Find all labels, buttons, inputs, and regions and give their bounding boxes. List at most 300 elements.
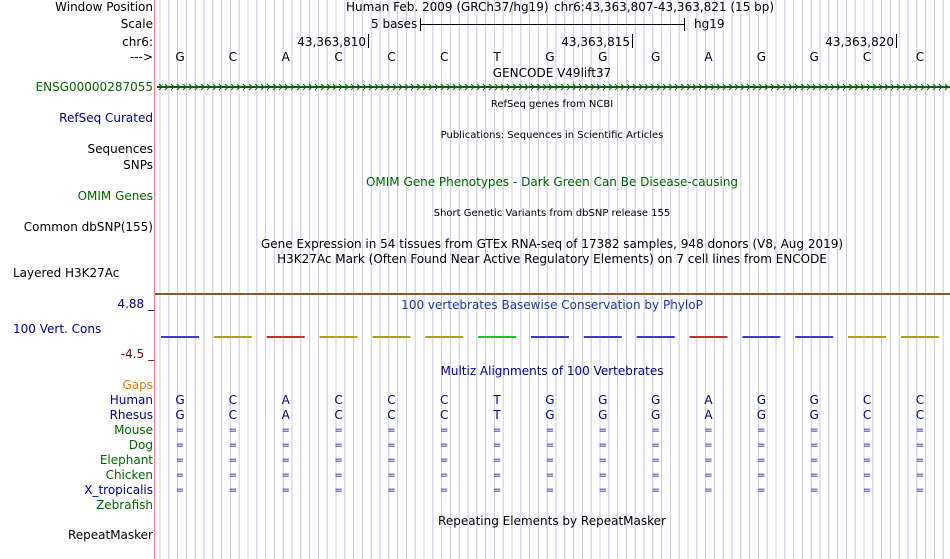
strand-arrow	[771, 84, 774, 90]
strand-arrow	[549, 84, 552, 90]
alignment-match-symbol: =	[809, 485, 819, 496]
alignment-match-symbol: =	[704, 440, 713, 451]
repeatmasker-track-title[interactable]: Repeating Elements by RepeatMasker	[438, 514, 666, 528]
strand-arrow	[921, 84, 924, 90]
repeatmasker-label[interactable]: RepeatMasker	[67, 528, 153, 542]
alignment-match-symbol: =	[492, 440, 502, 451]
phylop-bar	[214, 336, 252, 338]
phylop-bar	[372, 336, 410, 338]
base-letter: C	[440, 50, 449, 64]
alignment-base: C	[440, 393, 449, 407]
strand-arrow	[189, 84, 192, 90]
alignment-match-symbol: =	[387, 425, 396, 436]
alignment-match-symbol: =	[334, 470, 343, 481]
strand-arrow	[159, 84, 162, 90]
phylop-bar	[742, 336, 780, 338]
scale-bar	[420, 24, 684, 25]
alignment-match-symbol: =	[175, 485, 185, 496]
strand-arrow	[651, 84, 654, 90]
refseq-curated-label[interactable]: RefSeq Curated	[59, 111, 153, 125]
strand-arrow	[381, 84, 384, 90]
strand-arrow	[171, 84, 174, 90]
alignment-match-symbol: =	[651, 470, 660, 481]
base-letter: C	[862, 50, 872, 64]
scale-db: hg19	[694, 17, 725, 31]
alignment-base: G	[175, 393, 185, 407]
strand-arrow	[555, 84, 558, 90]
vert-cons-label[interactable]: 100 Vert. Cons	[13, 322, 102, 336]
strand-arrow	[507, 84, 510, 90]
strand-arrow	[627, 84, 630, 90]
base-letter: G	[650, 50, 661, 64]
strand-arrow	[885, 84, 888, 90]
alignment-base: C	[915, 408, 925, 422]
alignment-match-symbol: =	[387, 485, 396, 496]
strand-arrow	[231, 84, 234, 90]
alignment-base: A	[281, 393, 290, 407]
alignment-match-symbol: =	[545, 485, 555, 496]
strand-arrow	[303, 84, 306, 90]
strand-arrow	[375, 84, 378, 90]
strand-arrow	[477, 84, 480, 90]
alignment-match-symbol: =	[545, 425, 555, 436]
phylop-bar	[690, 336, 728, 338]
alignment-match-symbol: =	[915, 425, 925, 436]
phylop-min-value: -4.5 _	[120, 347, 154, 361]
alignment-match-symbol: =	[651, 485, 660, 496]
strand-arrow	[435, 84, 438, 90]
species-label-mouse[interactable]: Mouse	[114, 423, 153, 437]
strand-arrow	[525, 84, 528, 90]
window-position-label: Window Position	[55, 0, 153, 14]
alignment-match-symbol: =	[387, 455, 396, 466]
strand-arrow	[873, 84, 876, 90]
strand-arrow	[207, 84, 210, 90]
scale-bar-left-tick	[420, 18, 421, 31]
strand-arrow	[537, 84, 540, 90]
alignment-match-symbol: =	[228, 485, 238, 496]
strand-arrow	[705, 84, 708, 90]
dbsnp-track-title[interactable]: Short Genetic Variants from dbSNP release 155	[433, 208, 671, 219]
phylop-max-value: 4.88 _	[117, 297, 154, 311]
species-label-elephant[interactable]: Elephant	[99, 453, 153, 467]
common-dbsnp-label[interactable]: Common dbSNP(155)	[23, 220, 153, 234]
alignment-match-symbol: =	[704, 485, 713, 496]
alignment-match-symbol: =	[809, 455, 819, 466]
strand-arrow	[735, 84, 738, 90]
strand-arrow	[543, 84, 546, 90]
strand-arrow	[717, 84, 720, 90]
strand-arrow	[495, 84, 498, 90]
strand-arrow	[273, 84, 276, 90]
strand-arrow	[645, 84, 648, 90]
strand-arrow	[879, 84, 882, 90]
base-letter: C	[387, 50, 396, 64]
species-label-zebrafish[interactable]: Zebrafish	[96, 498, 153, 512]
alignment-base: T	[493, 408, 501, 422]
strand-arrow	[267, 84, 270, 90]
strand-arrow	[633, 84, 636, 90]
base-letter: T	[493, 50, 501, 64]
alignment-match-symbol: =	[809, 470, 819, 481]
gencode-item-label[interactable]: ENSG00000287055	[35, 80, 153, 94]
alignment-base: G	[650, 393, 661, 407]
position-text: chr6:43,363,807-43,363,821 (15 bp)	[554, 0, 775, 14]
alignment-match-symbol: =	[862, 470, 872, 481]
strand-arrow	[405, 84, 408, 90]
strand-arrow	[177, 84, 180, 90]
species-label-x-tropicalis[interactable]: X_tropicalis	[84, 483, 153, 497]
alignment-base: T	[493, 393, 501, 407]
alignment-match-symbol: =	[281, 470, 290, 481]
layered-h3k27ac-label[interactable]: Layered H3K27Ac	[13, 266, 120, 280]
alignment-match-symbol: =	[545, 440, 555, 451]
base-letter: C	[334, 50, 343, 64]
alignment-match-symbol: =	[175, 470, 185, 481]
strand-arrow	[363, 84, 366, 90]
strand-arrow	[687, 84, 690, 90]
strand-arrow	[213, 84, 216, 90]
strand-arrow	[249, 84, 252, 90]
alignment-match-symbol: =	[228, 455, 238, 466]
species-label-rhesus[interactable]: Rhesus	[109, 408, 153, 422]
strand-arrow	[309, 84, 312, 90]
strand-arrow	[927, 84, 930, 90]
omim-genes-label[interactable]: OMIM Genes	[77, 189, 153, 203]
h3k27ac-track-title[interactable]: H3K27Ac Mark (Often Found Near Active Regulatory Elements) on 7 cell lines from ENCODE	[277, 252, 827, 266]
alignment-match-symbol: =	[862, 425, 872, 436]
strand-arrow	[327, 84, 330, 90]
strand-arrow	[795, 84, 798, 90]
alignment-match-symbol: =	[492, 425, 502, 436]
alignment-match-symbol: =	[334, 440, 343, 451]
strand-arrow	[831, 84, 834, 90]
strand-arrow	[711, 84, 714, 90]
chrom-label: chr6:	[122, 35, 153, 49]
sequences-label[interactable]: Sequences	[87, 142, 153, 156]
strand-arrow	[399, 84, 402, 90]
strand-arrow	[897, 84, 900, 90]
strand-arrow	[657, 84, 660, 90]
alignment-base: G	[545, 408, 555, 422]
strand-arrow	[459, 84, 462, 90]
strand-arrow	[423, 84, 426, 90]
alignment-base: C	[334, 393, 343, 407]
strand-arrow	[903, 84, 906, 90]
alignment-match-symbol: =	[545, 455, 555, 466]
alignment-match-symbol: =	[440, 455, 449, 466]
phylop-signal[interactable]	[0, 332, 950, 344]
alignment-match-symbol: =	[387, 470, 396, 481]
alignment-match-symbol: =	[915, 485, 925, 496]
alignment-match-symbol: =	[704, 425, 713, 436]
track-separator	[155, 293, 950, 295]
alignment-match-symbol: =	[757, 440, 766, 451]
strand-arrow	[591, 84, 594, 90]
phylop-bar	[478, 336, 516, 338]
strand-arrow	[357, 84, 360, 90]
strand-arrow	[585, 84, 588, 90]
alignment-base: G	[756, 393, 766, 407]
alignment-match-symbol: =	[334, 425, 343, 436]
strand-arrow	[573, 84, 576, 90]
strand-arrow	[471, 84, 474, 90]
strand-arrow	[801, 84, 804, 90]
base-letter: C	[915, 50, 925, 64]
strand-arrow	[693, 84, 696, 90]
strand-arrow	[615, 84, 618, 90]
strand-arrow	[279, 84, 282, 90]
alignment-match-symbol: =	[281, 485, 290, 496]
assembly-title: Human Feb. 2009 (GRCh37/hg19)	[346, 0, 549, 14]
strand-arrow	[813, 84, 816, 90]
strand-arrow	[195, 84, 198, 90]
strand-arrow	[699, 84, 702, 90]
strand-arrow	[225, 84, 228, 90]
refseq-track-title[interactable]: RefSeq genes from NCBI	[490, 99, 614, 110]
alignment-match-symbol: =	[281, 425, 290, 436]
strand-arrow	[783, 84, 786, 90]
publications-track-title[interactable]: Publications: Sequences in Scientific Articles	[440, 130, 664, 141]
strand-arrow	[285, 84, 288, 90]
species-label-dog[interactable]: Dog	[128, 438, 153, 452]
scale-bar-right-tick	[684, 18, 685, 31]
base-letter: G	[756, 50, 766, 64]
strand-arrow	[741, 84, 744, 90]
gencode-strand-arrows	[0, 82, 950, 92]
alignment-match-symbol: =	[175, 425, 185, 436]
strand-arrow	[939, 84, 942, 90]
alignment-match-symbol: =	[757, 455, 766, 466]
alignment-match-symbol: =	[757, 425, 766, 436]
alignment-match-symbol: =	[387, 440, 396, 451]
strand-arrow	[621, 84, 624, 90]
ruler-tick-mark	[368, 34, 369, 48]
alignment-base: A	[704, 408, 713, 422]
scale-text: 5 bases	[371, 17, 418, 31]
alignment-match-symbol: =	[175, 440, 185, 451]
alignment-match-symbol: =	[492, 485, 502, 496]
gaps-label: Gaps	[122, 378, 153, 392]
base-letter: A	[704, 50, 713, 64]
alignment-base: G	[598, 408, 608, 422]
base-letter: G	[545, 50, 555, 64]
strand-arrow	[351, 84, 354, 90]
strand-arrow	[345, 84, 348, 90]
strand-arrow	[501, 84, 504, 90]
strand-arrow	[819, 84, 822, 90]
strand-arrow	[447, 84, 450, 90]
alignment-match-symbol: =	[281, 440, 290, 451]
strand-arrow	[855, 84, 858, 90]
strand-arrow	[729, 84, 732, 90]
ruler-tick-label: 43,363,815	[561, 35, 630, 49]
alignment-base: C	[915, 393, 925, 407]
scale-label: Scale	[120, 17, 153, 31]
phylop-bar	[161, 336, 199, 338]
alignment-match-symbol: =	[704, 455, 713, 466]
strand-arrow	[243, 84, 246, 90]
strand-arrow	[579, 84, 582, 90]
strand-arrow	[777, 84, 780, 90]
alignment-base: G	[650, 408, 661, 422]
strand-arrow	[603, 84, 606, 90]
alignment-match-symbol: =	[175, 455, 185, 466]
strand-arrow	[453, 84, 456, 90]
ruler-tick-mark	[896, 34, 897, 48]
alignment-match-symbol: =	[862, 440, 872, 451]
base-letter: G	[175, 50, 185, 64]
phylop-bar	[425, 336, 463, 338]
strand-arrow	[183, 84, 186, 90]
alignment-base: G	[756, 408, 766, 422]
alignment-base: G	[809, 408, 819, 422]
strand-arrow	[663, 84, 666, 90]
alignment-match-symbol: =	[598, 455, 607, 466]
alignment-base: C	[228, 408, 238, 422]
alignment-base: G	[175, 408, 185, 422]
strand-arrow	[483, 84, 486, 90]
gencode-track-title[interactable]: GENCODE V49lift37	[492, 66, 612, 80]
species-label-chicken[interactable]: Chicken	[105, 468, 153, 482]
strand-arrow	[789, 84, 792, 90]
strand-arrow	[519, 84, 522, 90]
strand-arrow	[681, 84, 684, 90]
strand-arrow	[237, 84, 240, 90]
strand-arrow	[489, 84, 492, 90]
alignment-match-symbol: =	[915, 470, 925, 481]
strand-arrow	[837, 84, 840, 90]
alignment-match-symbol: =	[492, 470, 502, 481]
strand-arrow-label[interactable]: --->	[129, 50, 153, 64]
alignment-match-symbol: =	[862, 455, 872, 466]
strand-arrow	[675, 84, 678, 90]
strand-arrow	[639, 84, 642, 90]
alignment-base: G	[809, 393, 819, 407]
alignment-base: C	[387, 408, 396, 422]
alignment-match-symbol: =	[598, 440, 607, 451]
alignment-base: A	[704, 393, 713, 407]
strand-arrow	[807, 84, 810, 90]
alignment-match-symbol: =	[228, 470, 238, 481]
alignment-base: C	[862, 408, 872, 422]
strand-arrow	[945, 84, 948, 90]
base-letter: C	[228, 50, 238, 64]
phylop-bar	[795, 336, 833, 338]
alignment-match-symbol: =	[440, 425, 449, 436]
phylop-track-title[interactable]: 100 vertebrates Basewise Conservation by PhyloP	[401, 298, 703, 312]
strand-arrow	[429, 84, 432, 90]
alignment-match-symbol: =	[651, 455, 660, 466]
strand-arrow	[387, 84, 390, 90]
strand-arrow	[609, 84, 612, 90]
phylop-bar	[320, 336, 358, 338]
strand-arrow	[411, 84, 414, 90]
alignment-match-symbol: =	[334, 455, 343, 466]
alignment-base: A	[281, 408, 290, 422]
alignment-match-symbol: =	[440, 485, 449, 496]
alignment-match-symbol: =	[598, 485, 607, 496]
strand-arrow	[669, 84, 672, 90]
strand-arrow	[417, 84, 420, 90]
alignment-base: G	[545, 393, 555, 407]
strand-arrow	[849, 84, 852, 90]
alignment-match-symbol: =	[915, 455, 925, 466]
strand-arrow	[297, 84, 300, 90]
snps-label[interactable]: SNPs	[123, 158, 153, 172]
strand-arrow	[315, 84, 318, 90]
alignment-match-symbol: =	[598, 470, 607, 481]
omim-track-title[interactable]: OMIM Gene Phenotypes - Dark Green Can Be Disease-causing	[365, 175, 739, 189]
species-label-human[interactable]: Human	[109, 393, 153, 407]
alignment-match-symbol: =	[915, 440, 925, 451]
phylop-bar	[848, 336, 886, 338]
strand-arrow	[531, 84, 534, 90]
alignment-base: C	[440, 408, 449, 422]
strand-arrow	[867, 84, 870, 90]
base-letter: G	[598, 50, 608, 64]
strand-arrow	[333, 84, 336, 90]
ruler-tick-mark	[632, 34, 633, 48]
alignment-match-symbol: =	[228, 425, 238, 436]
strand-arrow	[165, 84, 168, 90]
alignment-match-symbol: =	[545, 470, 555, 481]
alignment-match-symbol: =	[809, 425, 819, 436]
phylop-bar	[637, 336, 675, 338]
strand-arrow	[843, 84, 846, 90]
base-letter: G	[809, 50, 819, 64]
strand-arrow	[561, 84, 564, 90]
strand-arrow	[747, 84, 750, 90]
alignment-match-symbol: =	[651, 440, 660, 451]
ruler-tick-label: 43,363,820	[825, 35, 894, 49]
phylop-bar	[267, 336, 305, 338]
strand-arrow	[753, 84, 756, 90]
strand-arrow	[933, 84, 936, 90]
strand-arrow	[513, 84, 516, 90]
strand-arrow	[861, 84, 864, 90]
base-letter: A	[281, 50, 290, 64]
alignment-match-symbol: =	[598, 425, 607, 436]
alignment-match-symbol: =	[651, 425, 660, 436]
strand-arrow	[201, 84, 204, 90]
alignment-match-symbol: =	[704, 470, 713, 481]
strand-arrow	[597, 84, 600, 90]
strand-arrow	[891, 84, 894, 90]
phylop-bar	[901, 336, 939, 338]
strand-arrow	[321, 84, 324, 90]
alignment-match-symbol: =	[757, 485, 766, 496]
strand-arrow	[441, 84, 444, 90]
strand-arrow	[723, 84, 726, 90]
strand-arrow	[291, 84, 294, 90]
alignment-match-symbol: =	[862, 485, 872, 496]
alignment-match-symbol: =	[440, 440, 449, 451]
strand-arrow	[261, 84, 264, 90]
alignment-match-symbol: =	[809, 440, 819, 451]
alignment-base: C	[862, 393, 872, 407]
alignment-match-symbol: =	[492, 455, 502, 466]
alignment-base: C	[228, 393, 238, 407]
gtex-track-title[interactable]: Gene Expression in 54 tissues from GTEx RNA-seq of 17382 samples, 948 donors (V8, Aug 2019)	[260, 237, 844, 251]
alignment-match-symbol: =	[757, 470, 766, 481]
strand-arrow	[765, 84, 768, 90]
strand-arrow	[393, 84, 396, 90]
strand-arrow	[339, 84, 342, 90]
alignment-base: C	[334, 408, 343, 422]
multiz-track-title[interactable]: Multiz Alignments of 100 Vertebrates	[440, 364, 664, 378]
strand-arrow	[915, 84, 918, 90]
